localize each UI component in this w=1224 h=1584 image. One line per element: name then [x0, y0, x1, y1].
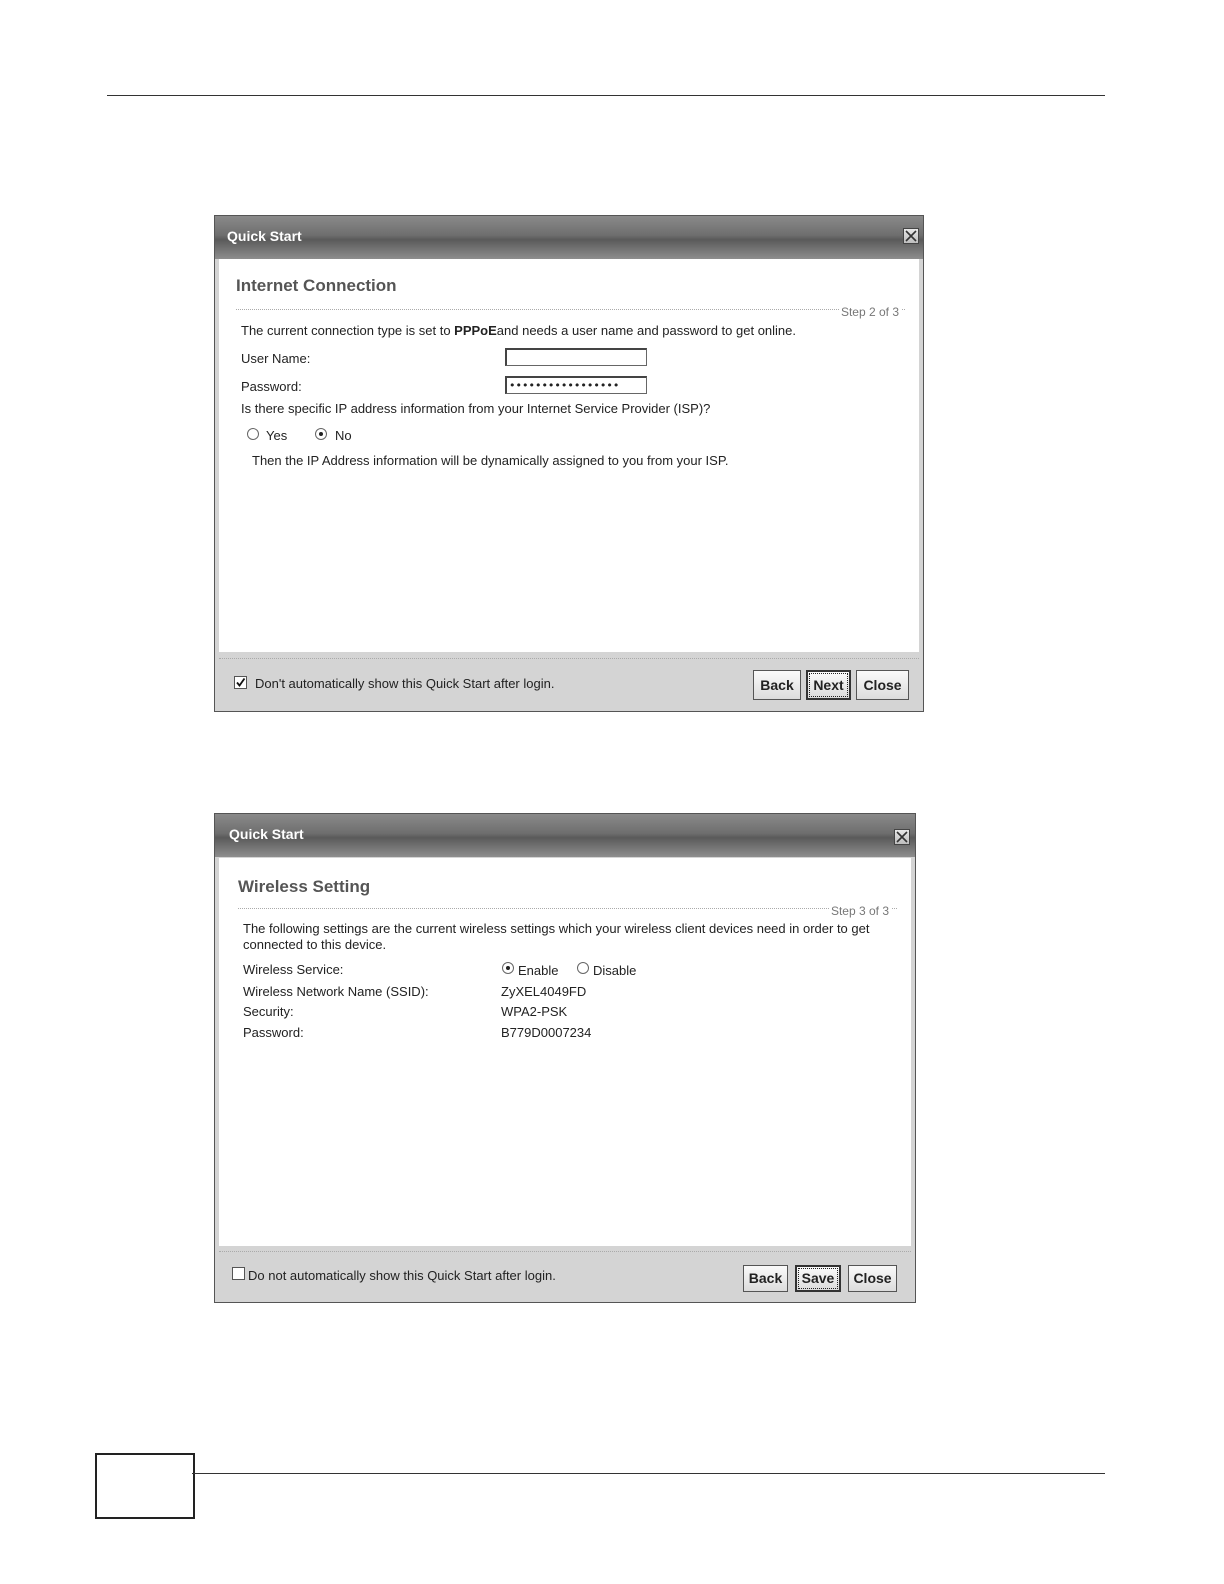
disable-label: Disable: [593, 963, 637, 978]
step-indicator: Step 3 of 3: [830, 904, 889, 918]
quick-start-dialog-internet: [214, 215, 924, 712]
security-label: Security:: [243, 1004, 294, 1019]
security-value: WPA2-PSK: [501, 1004, 568, 1019]
dont-show-checkbox[interactable]: [234, 676, 247, 689]
isp-question: Is there specific IP address information from your Internet Service Provider (ISP)?: [241, 401, 711, 416]
password-label: Password:: [241, 379, 302, 394]
divider: [236, 309, 905, 310]
ssid-label: Wireless Network Name (SSID):: [243, 984, 429, 999]
username-input[interactable]: [505, 348, 647, 366]
footer-divider: [219, 1251, 911, 1252]
wireless-service-label: Wireless Service:: [243, 962, 344, 977]
step-indicator: Step 2 of 3: [840, 305, 899, 319]
do-not-show-checkbox[interactable]: [232, 1267, 245, 1280]
wireless-intro-line2: connected to this device.: [243, 937, 387, 952]
dialog-titlebar: [215, 216, 923, 259]
wireless-password-value: B779D0007234: [501, 1025, 592, 1040]
divider: [238, 908, 897, 909]
page-number-box: [95, 1453, 195, 1519]
back-button[interactable]: Back: [743, 1265, 788, 1292]
footer-rule: [192, 1473, 1105, 1474]
username-label: User Name:: [241, 351, 311, 366]
no-label: No: [335, 428, 352, 443]
dialog-content: [219, 858, 911, 1246]
do-not-show-label: Do not automatically show this Quick Start after login.: [248, 1268, 556, 1283]
header-rule: [107, 95, 1105, 96]
back-button[interactable]: Back: [753, 670, 801, 700]
quick-start-dialog-wireless: [214, 813, 916, 1303]
close-icon[interactable]: [894, 829, 910, 845]
wireless-intro-line1: The following settings are the current wireless settings which your wireless client devices need in order to get: [243, 921, 870, 936]
dialog-title: Quick Start: [229, 826, 304, 842]
intro-suffix: and needs a user name and password to get online.: [496, 323, 796, 338]
save-button[interactable]: Save: [795, 1265, 841, 1292]
connection-type: PPPoE: [454, 323, 497, 338]
enable-radio[interactable]: [502, 962, 514, 974]
close-button[interactable]: Close: [856, 670, 909, 700]
dialog-title: Quick Start: [227, 228, 302, 244]
next-button[interactable]: Next: [806, 670, 851, 700]
ssid-value: ZyXEL4049FD: [501, 984, 587, 999]
enable-label: Enable: [518, 963, 559, 978]
intro-prefix: The current connection type is set to: [241, 323, 455, 338]
connection-intro: [241, 323, 796, 338]
section-heading: Wireless Setting: [238, 877, 371, 896]
close-button[interactable]: Close: [848, 1265, 897, 1292]
no-radio[interactable]: [315, 428, 327, 440]
disable-radio[interactable]: [577, 962, 589, 974]
yes-radio[interactable]: [247, 428, 259, 440]
wireless-password-label: Password:: [243, 1025, 304, 1040]
dont-show-label: Don't automatically show this Quick Start after login.: [255, 676, 555, 691]
close-icon[interactable]: [903, 228, 919, 244]
footer-divider: [219, 658, 919, 659]
dialog-titlebar: [215, 814, 915, 857]
section-heading: Internet Connection: [236, 276, 397, 295]
dialog-content: [219, 259, 919, 652]
yes-label: Yes: [266, 428, 288, 443]
dynamic-ip-info: Then the IP Address information will be dynamically assigned to you from your ISP.: [252, 453, 729, 468]
password-input[interactable]: •••••••••••••••••: [505, 376, 647, 394]
